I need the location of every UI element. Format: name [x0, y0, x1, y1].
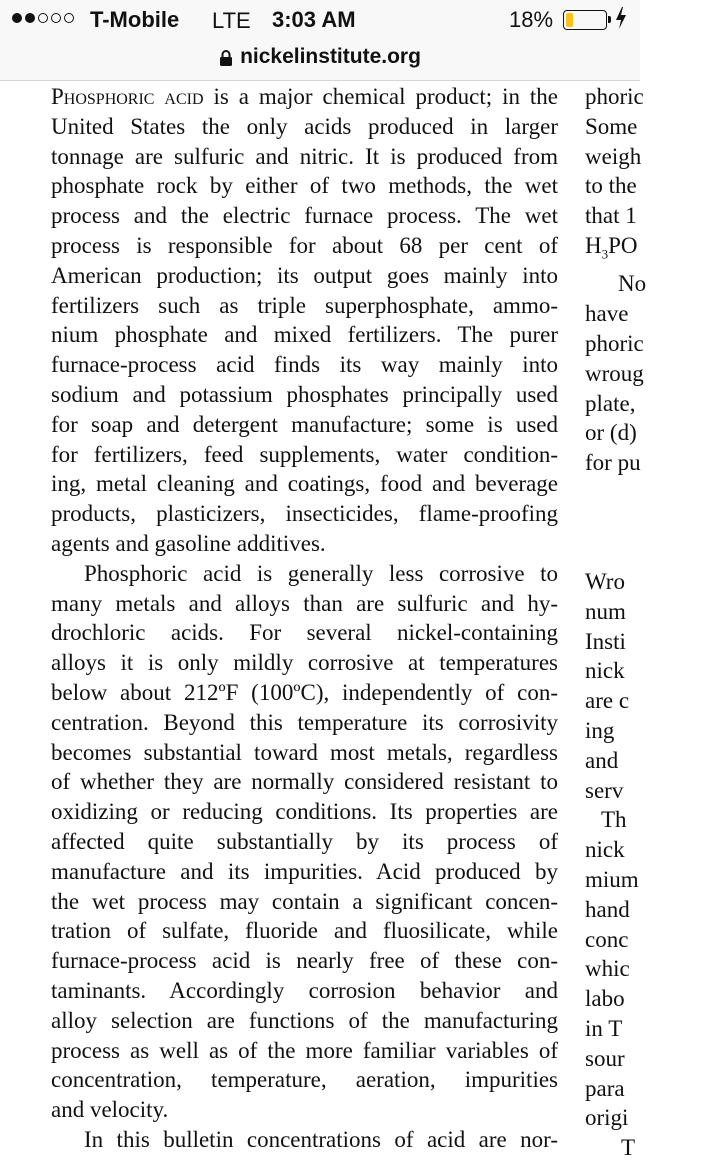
signal-dot: [38, 13, 48, 23]
paragraph-intro: Phosphoric acid is a major chemical product; in the United States the only acids produced in larger tonnage are sulfuric and nitric. It is produced from phosphate rock by either of two methods, the wet process and the electric furnace process. The wet process is responsible for about 68 per cent of American production; its output goes mainly into fertilizers such as triple superphosphate, ammo- nium phosphate and mixed fertilizers. The purer furnace-process acid finds its way mainly into sodium and potassium phosphates principally used for soap and detergent manufacture; some is used for fertilizers, feed supplements, water condition- ing, metal cleaning and coatings, food and beverage products, plasticizers, insecticides, flame-proofing agents and gasoline additives.: [51, 84, 559, 556]
charging-icon: [614, 6, 628, 30]
url-text: nickelinstitute.org: [240, 45, 421, 68]
carrier-name: T-Mobile: [90, 7, 180, 32]
article-right-column-partial: [585, 82, 705, 1163]
lock-icon: [219, 50, 233, 66]
right-column-top: phoric Some weigh to the that 1 $H_3PO$ No have phoric wroug plate, or (d) for pu: [585, 84, 647, 476]
signal-strength-icon: [12, 13, 74, 23]
battery-percent: 18%: [509, 7, 554, 32]
network-type: LTE: [212, 8, 251, 33]
address-bar[interactable]: [0, 40, 640, 74]
lead-small-caps: Phosphoric acid: [51, 84, 204, 109]
signal-dot: [51, 13, 61, 23]
signal-dot: [64, 13, 74, 23]
battery-icon: [563, 10, 607, 30]
article-main-column: [51, 82, 558, 1155]
paragraph-corrosivity: Phosphoric acid is generally less corrosive to many metals and alloys than are sulfuric and hy- drochloric acids. For several nickel-containing alloys it is only mildly corrosive at temperatures below about 212ºF (100ºC), independently of con- centration. Beyond this temperature its corrosivity becomes substantial toward most metals, regardless of whether they are normally considered resistant to oxidizing or reducing conditions. Its properties are affected quite substantially by its process of manufacture and its impurities. Acid produced by the wet process may contain a significant concen- tration of sulfate, fluoride and fluosilicate, while furnace-process acid is nearly free of these con- taminants. Accordingly corrosion behavior and alloy selection are functions of the manufacturing process as well as of the more familiar variables of concentration, temperature, aeration, impurities and velocity.: [51, 560, 558, 1123]
status-bar: [0, 0, 640, 81]
clock: 3:03 AM: [272, 7, 356, 32]
paragraph-partial: In this bulletin concentrations of acid are nor-: [84, 1126, 558, 1152]
signal-dot: [25, 13, 35, 23]
right-column-bottom: Wro num Insti nick are c ing and serv Th nick mium hand conc whic labo in T sour para origi T: [585, 568, 639, 1161]
signal-dot: [12, 13, 22, 23]
first-line: Phosphoric acid is a major chemical product; in the: [51, 84, 559, 109]
